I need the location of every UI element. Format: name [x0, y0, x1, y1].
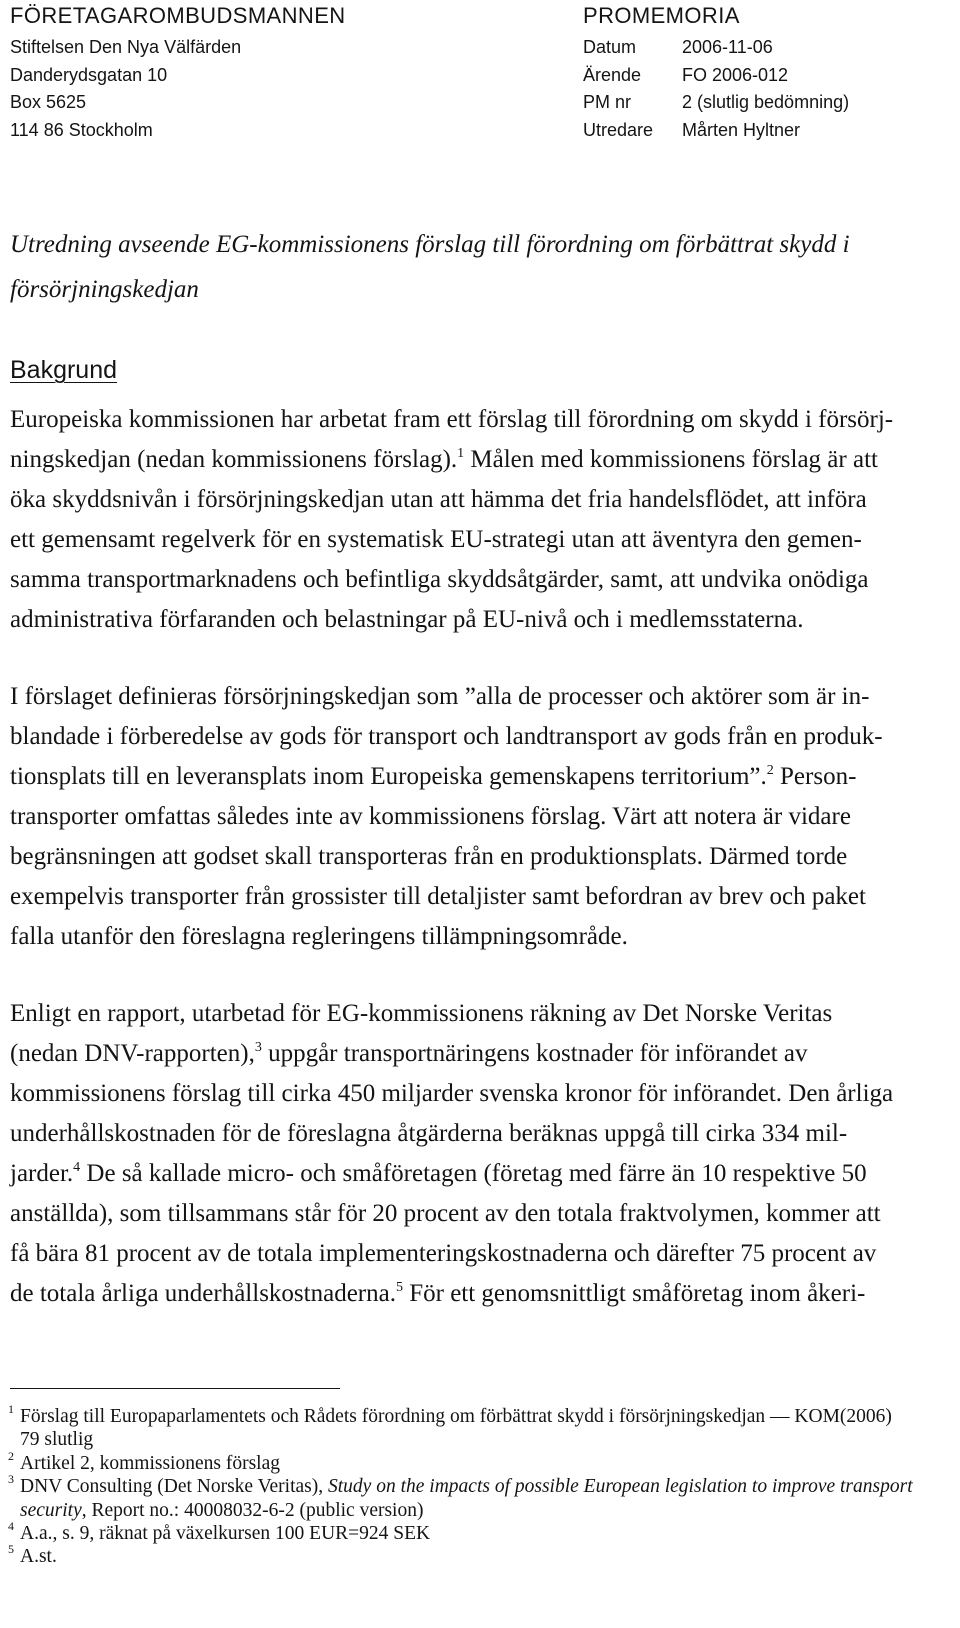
body-paragraph: [10, 400, 950, 640]
footnote-number: 1: [8, 1402, 14, 1416]
address-line: Box 5625: [10, 92, 87, 113]
footnote-number: 5: [8, 1542, 14, 1557]
organization-name: FÖRETAGAROMBUDSMANNEN: [10, 3, 346, 28]
text-run: öka skyddsnivån i försörjningskedjan utan att hämma det fria handelsflödet, att införa: [10, 486, 867, 513]
footnote-line: [20, 1452, 960, 1475]
text-run: anställda), som tillsammans står för 20 procent av den totala fraktvolymen, kommer att: [10, 1200, 881, 1227]
sender-block: [10, 0, 346, 141]
text-run: blandade i förberedelse av gods för transport och landtransport av gods från en produk-: [10, 723, 883, 750]
body-paragraph: [10, 994, 950, 1314]
meta-label: Utredare: [583, 120, 654, 141]
text-run: transporter omfattas således inte av kommissionens förslag. Värt att notera är vidare: [10, 803, 851, 830]
memo-meta-block: [583, 0, 850, 141]
footnote-line: [20, 1522, 960, 1545]
address-line: 114 86 Stockholm: [10, 120, 153, 141]
text-line: [10, 1234, 950, 1274]
footnote: [0, 1402, 960, 1452]
text-line: [10, 717, 950, 757]
text-run: Europeiska kommissionen har arbetat fram ett förslag till förordning om skydd i försörj-: [10, 406, 894, 433]
text-run: administrativa förfaranden och belastningar på EU-nivå och i medlemsstaterna.: [10, 606, 804, 633]
meta-value: FO 2006-012: [682, 64, 789, 85]
text-run: A.a., s. 9, räknat på växelkursen 100 EUR=924 SEK: [20, 1522, 431, 1544]
meta-row-pm-number: [583, 89, 849, 117]
text-line: [10, 1194, 950, 1234]
text-line: [10, 1114, 950, 1154]
footnote-number: 3: [8, 1472, 14, 1487]
text-run: exempelvis transporter från grossister till detaljister samt befordran av brev och paket: [10, 883, 866, 910]
text-line: [10, 837, 950, 877]
footnotes: [0, 1402, 960, 1569]
text-line: [10, 520, 950, 560]
text-line: [10, 877, 950, 917]
meta-row-case: [583, 62, 849, 90]
meta-label: Ärende: [583, 64, 642, 85]
text-run: ett gemensamt regelverk för en systematisk EU-strategi utan att äventyra den gemen-: [10, 526, 862, 553]
footnote-number: 4: [8, 1518, 14, 1533]
body-paragraph: [10, 677, 950, 957]
text-line: [10, 1274, 950, 1314]
text-run: ningskedjan (nedan kommissionens förslag).: [10, 446, 458, 473]
text-run: falla utanför den föreslagna regleringens tillämpningsområde.: [10, 923, 628, 950]
meta-label: PM nr: [583, 92, 632, 113]
footnote-line: [20, 1405, 960, 1428]
text-line: [10, 1074, 950, 1114]
text-line: [10, 600, 950, 640]
meta-row-investigator: [583, 117, 849, 145]
text-line: [10, 917, 950, 957]
footnote: [0, 1542, 960, 1568]
document-title: [10, 222, 850, 312]
text-run: Målen med kommissionens förslag är att: [464, 446, 878, 473]
address-line: Danderydsgatan 10: [10, 64, 168, 85]
text-line: [10, 797, 950, 837]
text-line: [10, 1034, 950, 1074]
text-run: uppgår transportnäringens kostnader för införandet av: [261, 1040, 808, 1067]
text-run: Study on the impacts of possible European legislation to improve transport: [328, 1476, 913, 1498]
meta-value: Mårten Hyltner: [682, 120, 801, 141]
sender-address: [10, 34, 241, 145]
text-line: [10, 400, 950, 440]
memo-meta-table: [583, 34, 849, 145]
meta-value: 2006-11-06: [682, 37, 773, 57]
footnote-line: [20, 1475, 960, 1498]
footnote-reference: 3: [254, 1039, 262, 1055]
text-run: Person-: [773, 763, 857, 790]
text-run: För ett genomsnittligt småföretag inom åkeri-: [402, 1280, 866, 1307]
text-run: tionsplats till en leveransplats inom Europeiska gemenskapens territorium”.: [10, 763, 767, 790]
text-run: Enligt en rapport, utarbetad för EG-kommissionens räkning av Det Norske Veritas: [10, 1000, 833, 1027]
text-run: De så kallade micro- och småföretagen (företag med färre än 10 respektive 50: [80, 1160, 867, 1187]
footnote-line: [20, 1545, 960, 1568]
text-line: [10, 677, 950, 717]
text-run: DNV Consulting (Det Norske Veritas),: [20, 1476, 329, 1498]
text-run: Artikel 2, kommissionens förslag: [20, 1452, 280, 1474]
text-run: de totala årliga underhållskostnaderna.: [10, 1280, 396, 1307]
footnote-reference: 4: [73, 1159, 81, 1175]
text-line: [10, 560, 950, 600]
text-line: [10, 757, 950, 797]
meta-row-date: [583, 34, 849, 62]
address-line: Stiftelsen Den Nya Välfärden: [10, 37, 242, 57]
text-run: få bära 81 procent av de totala implementeringskostnaderna och därefter 75 procent av: [10, 1240, 877, 1267]
body-text: [10, 400, 950, 1351]
text-run: underhållskostnaden för de föreslagna åtgärderna beräknas uppgå till cirka 334 mil-: [10, 1120, 848, 1147]
footnote: [0, 1448, 960, 1475]
title-line: Utredning avseende EG-kommissionens förslag till förordning om förbättrat skydd i: [10, 231, 850, 258]
title-line: försörjningskedjan: [10, 276, 199, 303]
text-run: kommissionens förslag till cirka 450 miljarder svenska kronor för införandet. Den årliga: [10, 1080, 894, 1107]
footnote: [0, 1518, 960, 1545]
text-run: (nedan DNV-rapporten),: [10, 1040, 255, 1067]
section-heading: Bakgrund: [10, 356, 118, 384]
text-run: A.st.: [20, 1546, 57, 1568]
text-run: 79 slutlig: [20, 1429, 94, 1451]
document-type: PROMEMORIA: [583, 3, 740, 28]
footnote-separator: [10, 1388, 340, 1389]
text-run: security: [20, 1499, 82, 1521]
footnote: [0, 1472, 960, 1522]
text-line: [10, 440, 950, 480]
text-run: Förslag till Europaparlamentets och Rådets förordning om förbättrat skydd i försörjningskedjan — KOM(2006): [20, 1406, 892, 1427]
footnote-reference: 1: [457, 445, 465, 461]
text-line: [10, 480, 950, 520]
text-run: , Report no.: 40008032-6-2 (public version): [81, 1499, 424, 1521]
text-line: [10, 994, 950, 1034]
text-line: [10, 1154, 950, 1194]
footnote-line: [20, 1499, 960, 1522]
text-run: samma transportmarknadens och befintliga skyddsåtgärder, samt, att undvika onödiga: [10, 566, 869, 593]
footnote-number: 2: [8, 1448, 14, 1463]
footnote-reference: 2: [766, 762, 774, 778]
text-run: I förslaget definieras försörjningskedjan som ”alla de processer och aktörer som är in-: [10, 683, 870, 710]
text-run: jarder.: [10, 1160, 74, 1187]
footnote-line: [20, 1428, 960, 1451]
footnote-reference: 5: [395, 1279, 403, 1295]
meta-label: Datum: [583, 37, 637, 57]
meta-value: 2 (slutlig bedömning): [682, 92, 850, 113]
text-run: begränsningen att godset skall transporteras från en produktionsplats. Därmed torde: [10, 843, 848, 870]
